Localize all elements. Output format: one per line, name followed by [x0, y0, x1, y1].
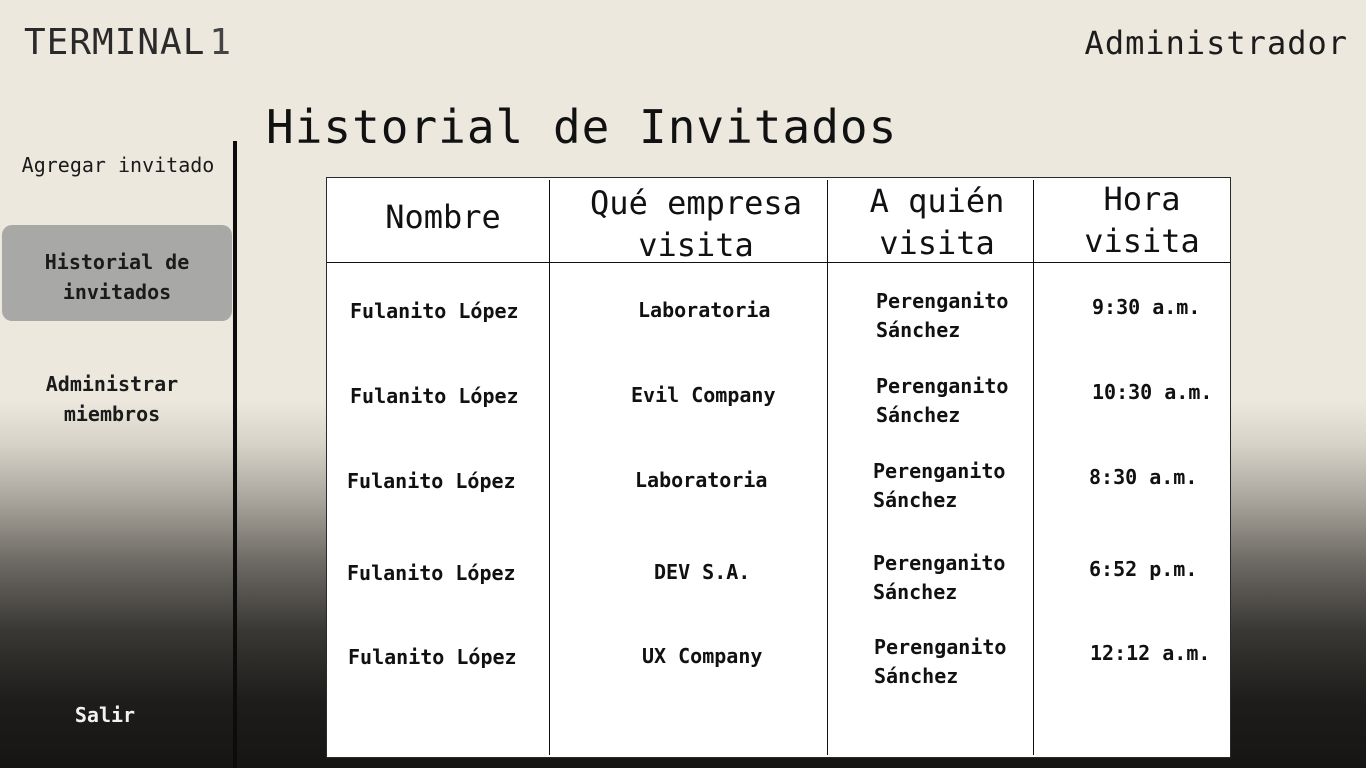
- cell-company: Evil Company: [631, 383, 776, 407]
- app-logo: [24, 22, 232, 63]
- cell-name: Fulanito López: [347, 561, 516, 585]
- cell-time: 9:30 a.m.: [1092, 295, 1201, 319]
- cell-name: Fulanito López: [347, 469, 516, 493]
- cell-host: Perenganito Sánchez: [873, 459, 1006, 512]
- cell-host: Perenganito Sánchez: [873, 551, 1006, 604]
- cell-time: 6:52 p.m.: [1089, 557, 1198, 581]
- user-role-label: Administrador: [1084, 24, 1348, 62]
- cell-company: Laboratoria: [638, 298, 771, 322]
- cell-company: UX Company: [642, 644, 763, 668]
- exit-button[interactable]: Salir: [74, 703, 136, 727]
- column-header-host: A quién visita: [869, 182, 1005, 262]
- column-divider: [1033, 180, 1034, 755]
- cell-time: 10:30 a.m.: [1092, 380, 1213, 404]
- cell-host: Perenganito Sánchez: [876, 289, 1009, 342]
- guest-history-table: [326, 177, 1231, 758]
- cell-name: Fulanito López: [348, 645, 517, 669]
- terminal-number: 1: [209, 22, 233, 63]
- nav-manage-members[interactable]: Administrar miembros: [45, 372, 179, 426]
- nav-add-guest[interactable]: Agregar invitado: [21, 153, 215, 177]
- cell-host: Perenganito Sánchez: [874, 635, 1007, 688]
- cell-company: Laboratoria: [635, 468, 768, 492]
- page-title: Historial de Invitados: [266, 100, 898, 154]
- column-header-company: Qué empresa visita: [590, 184, 802, 264]
- column-header-name: Nombre: [385, 198, 501, 236]
- cell-name: Fulanito López: [350, 299, 519, 323]
- cell-host: Perenganito Sánchez: [876, 374, 1009, 427]
- cell-name: Fulanito López: [350, 384, 519, 408]
- brand-name: TERMINAL: [24, 22, 206, 63]
- column-divider: [827, 180, 828, 755]
- cell-company: DEV S.A.: [654, 560, 751, 584]
- column-header-time: Hora visita: [1084, 180, 1200, 260]
- cell-time: 8:30 a.m.: [1089, 465, 1198, 489]
- cell-time: 12:12 a.m.: [1090, 641, 1211, 665]
- nav-guest-history[interactable]: Historial de invitados: [2, 225, 232, 321]
- column-divider: [549, 180, 550, 755]
- sidebar-divider: [233, 141, 237, 768]
